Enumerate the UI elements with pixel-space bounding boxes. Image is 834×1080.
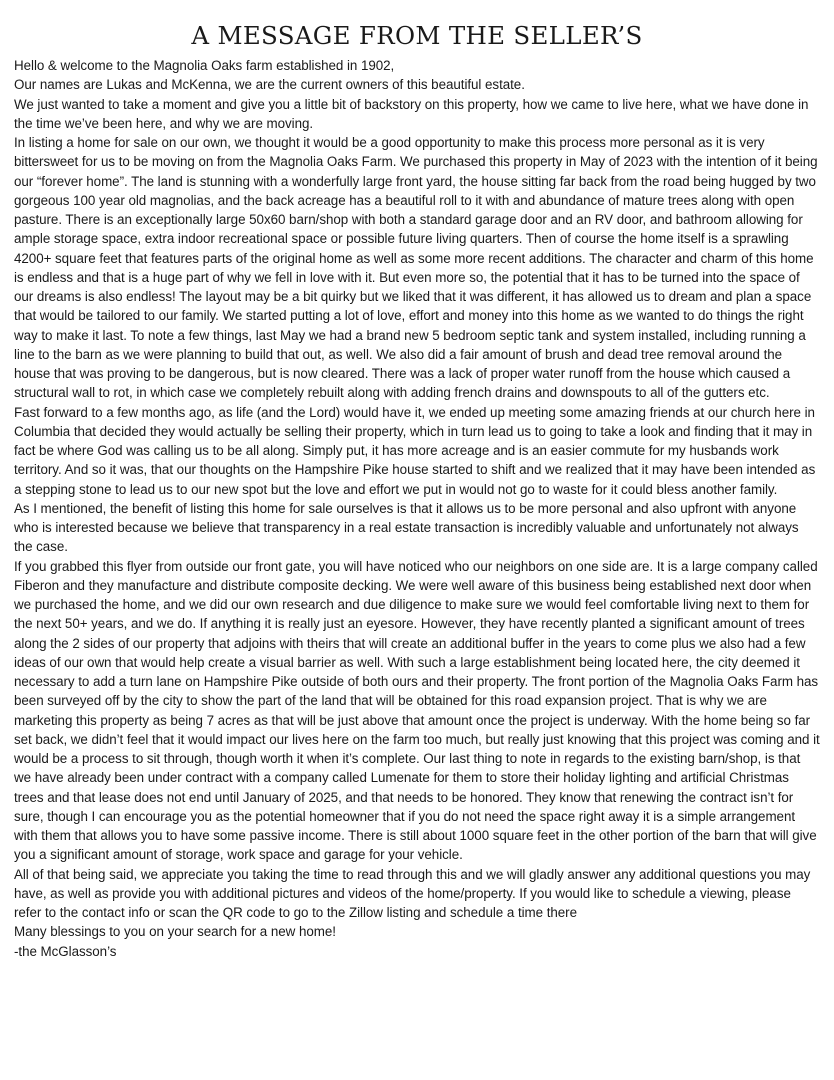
neighbors-paragraph: If you grabbed this flyer from outside our front gate, you will have noticed who our neighbors on one side are. It is a large company called Fiberon and they manufacture and distribute composite decking. We were well aware of this business being established next door when we purchased the home, and we did our own research and due diligence to make sure we would feel comfortable living next to them for the next 50+ years, and we do. If anything it is really just an eyesore. However, they have recently planted a significant amount of trees along the 2 sides of our property that adjoins with theirs that will create an additional buffer in the years to come plus we also had a few ideas of our own that would help create a visual barrier as well. With such a large establishment being located here, the city deemed it necessary to add a turn lane on Hampshire Pike outside of both ours and their property. The front portion of the Magnolia Oaks Farm has been surveyed off by the city to show the part of the land that will be obtained for this road expansion project. That is why we are marketing this property as being 7 acres as that will be just above that amount once the project is underway. With the home being so far set back, we didn’t feel that it would impact our lives here on the farm too much, but really just knowing that this project was coming and it would be a process to sit through, though worth it when it’s complete. Our last thing to note in regards to the existing barn/shop, is that we have already been under contract with a company called Lumenate for them to store their holiday lighting and artificial Christmas trees and that lease does not end until January of 2025, and that needs to be honored. They know that renewing the contract isn’t for sure, though I can encourage you as the potential homeowner that if you do not need the space right away it is a simple arrangement with them that allows you to have some passive income. There is still about 1000 square feet in the other portion of the barn that will give you a significant amount of storage, work space and garage for your vehicle. — [14, 558, 820, 863]
closing-paragraph: All of that being said, we appreciate you taking the time to read through this and we will gladly answer any additional questions you may have, as well as provide you with additional pictures and videos of the home/property. If you would like to schedule a viewing, please refer to the contact info or scan the QR code to go to the Zillow listing and schedule a time there — [14, 866, 811, 920]
blessing-line: Many blessings to you on your search for a new home! — [14, 924, 336, 940]
property-description-paragraph: In listing a home for sale on our own, we thought it would be a good opportunity to make this process more personal as it is very bittersweet for us to be moving on from the Magnolia Oaks Farm. We purchased this property in May of 2023 with the intention of it being our “forever home”. The land is stunning with a wonderfully large front yard, the house sitting far back from the road being hugged by two gorgeous 100 year old magnolias, and the back acreage has a beautiful roll to it with and abundance of mature trees along with open pasture. There is an exceptionally large 50x60 barn/shop with both a standard garage door and an RV door, and bathroom allowing for ample storage space, extra indoor recreational space or possible future living quarters. Then of course the home itself is a sprawling 4200+ square feet that features parts of the original home as well as some more recent additions. The character and charm of this home is endless and that is a huge part of why we fell in love with it. But even more so, the potential that it has to be turned into the space of our dreams is also endless! The layout may be a bit quirky but we liked that it was different, it has allowed us to dream and plan a space that would be tailored to our family. We started putting a lot of love, effort and money into this home as we wanted to do things the right way to make it last. To note a few things, last May we had a brand new 5 bedroom septic tank and system installed, including running a line to the barn as we were planning to build that out, as well. We also did a fair amount of brush and dead tree removal around the house that was proving to be dangerous, but is now cleared. There was a lack of proper water runoff from the house which caused a structural wall to rot, in which case we completely rebuilt along with adding french drains and downspouts to all of the gutters etc. — [14, 135, 818, 401]
backstory-intro-paragraph: We just wanted to take a moment and give you a little bit of backstory on this property, how we came to live here, what we have done in the time we’ve been here, and why we are moving. — [14, 96, 809, 131]
moving-reason-paragraph: Fast forward to a few months ago, as life (and the Lord) would have it, we ended up meeting some amazing friends at our church here in Columbia that decided they would actually be selling their property, which in turn lead us to going to take a look and finding that it may in fact be where God was calling us to be all along. Simply put, it has more acreage and is an easier commute for my husbands work territory. And so it was, that our thoughts on the Hampshire Pike house started to shift and we realized that it may have been intended as a stepping stone to lead us to our new spot but the love and effort we put in would not go to waste for it could bless another family. — [14, 404, 816, 497]
letter-body — [14, 56, 820, 961]
transparency-paragraph: As I mentioned, the benefit of listing this home for sale ourselves is that it allows us to be more personal and also upfront with anyone who is interested because we believe that transparency in a real estate transaction is incredibly valuable and unfortunately not always the case. — [14, 500, 799, 555]
owners-intro-paragraph: Our names are Lukas and McKenna, we are the current owners of this beautiful estate. — [14, 77, 525, 93]
page-title: A MESSAGE FROM THE SELLER’S — [191, 21, 643, 50]
signature-line: -the McGlasson’s — [14, 943, 117, 959]
greeting-paragraph: Hello & welcome to the Magnolia Oaks farm established in 1902, — [14, 58, 395, 73]
